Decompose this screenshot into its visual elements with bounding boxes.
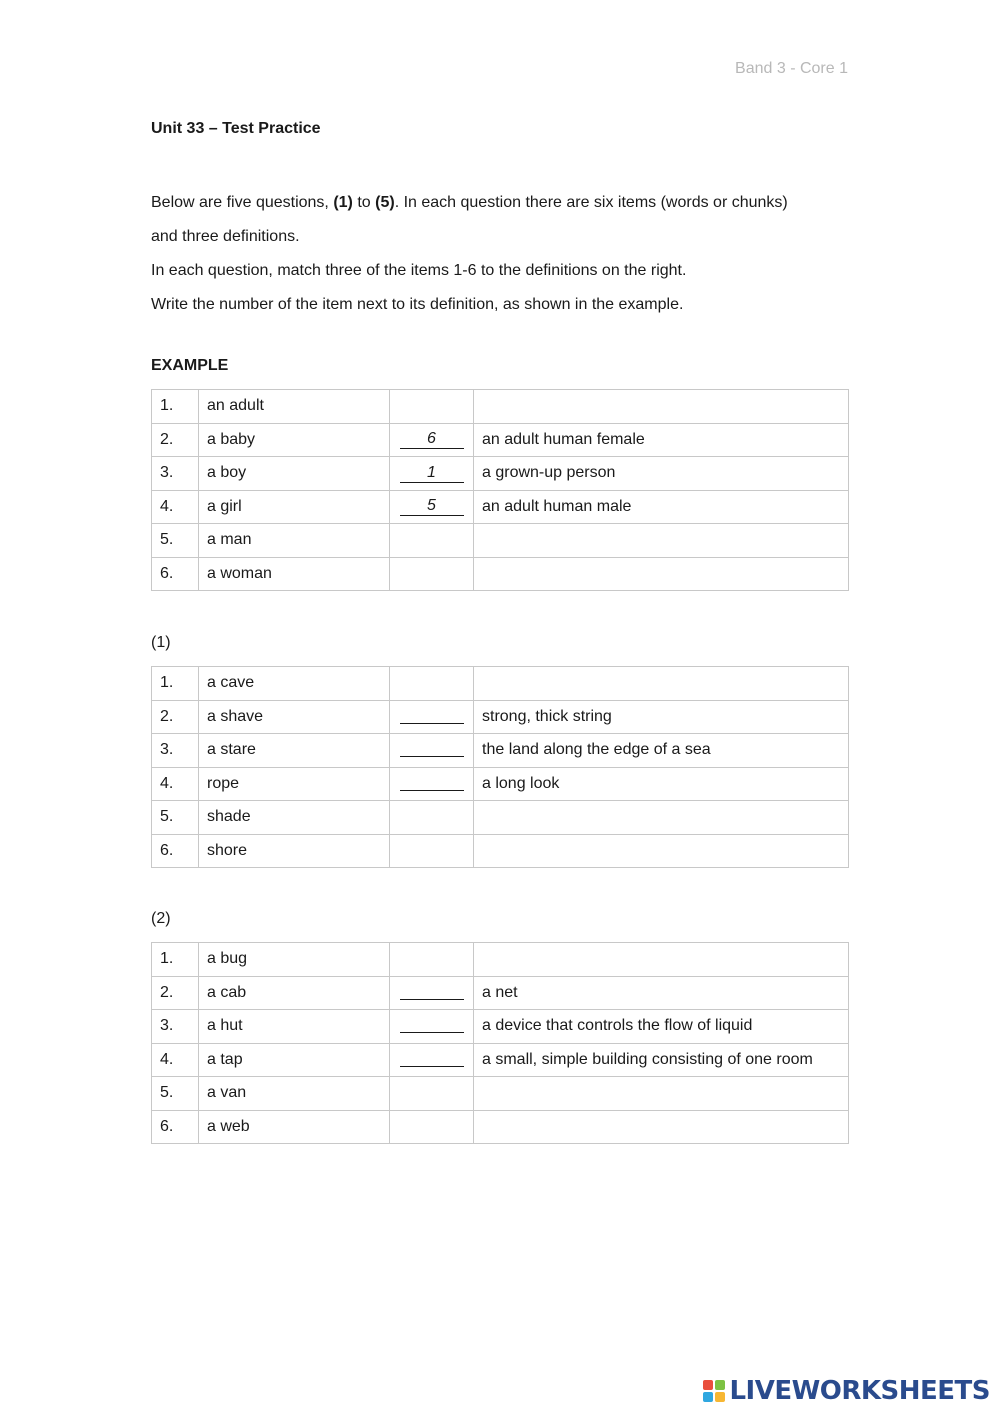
definition: a small, simple building consisting of one room (474, 1043, 849, 1077)
instructions-line-4: Write the number of the item next to its definition, as shown in the example. (151, 296, 684, 313)
instructions-line-3: In each question, match three of the items 1-6 to the definitions on the right. (151, 262, 687, 279)
table-row (152, 457, 849, 491)
table-row (152, 423, 849, 457)
instructions-bold: (5) (375, 194, 395, 211)
item-number: 2. (152, 423, 199, 457)
answer-blank[interactable] (400, 705, 464, 724)
item-number: 4. (152, 767, 199, 801)
answer-cell (390, 1110, 474, 1144)
item-number: 6. (152, 557, 199, 591)
item-number: 3. (152, 457, 199, 491)
table-row (152, 734, 849, 768)
definition: the land along the edge of a sea (474, 734, 849, 768)
item-word: shore (199, 834, 390, 868)
item-number: 5. (152, 1077, 199, 1111)
item-word: a baby (199, 423, 390, 457)
section-label-example: EXAMPLE (151, 357, 229, 374)
definition (474, 524, 849, 558)
table-row (152, 667, 849, 701)
answer-cell (390, 700, 474, 734)
question-1-table (151, 666, 849, 868)
answer-example: 1 (400, 464, 464, 483)
table-row (152, 557, 849, 591)
item-number: 5. (152, 801, 199, 835)
answer-cell (390, 1043, 474, 1077)
definition: a long look (474, 767, 849, 801)
answer-cell (390, 667, 474, 701)
item-word: a woman (199, 557, 390, 591)
definition: an adult human female (474, 423, 849, 457)
table-row (152, 834, 849, 868)
item-number: 2. (152, 976, 199, 1010)
item-number: 6. (152, 834, 199, 868)
logo-icon (703, 1380, 725, 1402)
item-word: a girl (199, 490, 390, 524)
example-table (151, 389, 849, 591)
item-word: a bug (199, 943, 390, 977)
definition (474, 390, 849, 424)
definition: a device that controls the flow of liquid (474, 1010, 849, 1044)
table-row (152, 490, 849, 524)
definition (474, 801, 849, 835)
page-title: Unit 33 – Test Practice (151, 120, 321, 137)
item-number: 3. (152, 1010, 199, 1044)
answer-cell (390, 767, 474, 801)
item-word: rope (199, 767, 390, 801)
item-word: a stare (199, 734, 390, 768)
answer-example: 5 (400, 497, 464, 516)
item-number: 4. (152, 1043, 199, 1077)
definition: strong, thick string (474, 700, 849, 734)
item-number: 2. (152, 700, 199, 734)
definition (474, 1110, 849, 1144)
answer-cell (390, 524, 474, 558)
definition: an adult human male (474, 490, 849, 524)
table-row (152, 700, 849, 734)
table-row (152, 801, 849, 835)
item-word: a cab (199, 976, 390, 1010)
table-row (152, 976, 849, 1010)
answer-blank[interactable] (400, 1014, 464, 1033)
instructions (151, 186, 851, 322)
definition (474, 943, 849, 977)
instructions-text: . In each question there are six items (words or chunks) (394, 194, 788, 211)
answer-blank[interactable] (400, 738, 464, 757)
definition: a grown-up person (474, 457, 849, 491)
instructions-line-2: and three definitions. (151, 228, 300, 245)
item-word: a cave (199, 667, 390, 701)
answer-cell (390, 801, 474, 835)
item-word: a van (199, 1077, 390, 1111)
answer-cell (390, 457, 474, 491)
item-word: a shave (199, 700, 390, 734)
definition (474, 834, 849, 868)
liveworksheets-logo (703, 1377, 990, 1405)
table-row (152, 524, 849, 558)
question-2-table (151, 942, 849, 1144)
answer-example: 6 (400, 430, 464, 449)
instructions-bold: (1) (333, 194, 353, 211)
section-label-2: (2) (151, 910, 171, 927)
item-number: 4. (152, 490, 199, 524)
table-row (152, 1010, 849, 1044)
answer-blank[interactable] (400, 772, 464, 791)
item-word: a boy (199, 457, 390, 491)
item-number: 3. (152, 734, 199, 768)
item-number: 1. (152, 390, 199, 424)
instructions-text: to (352, 194, 376, 211)
item-number: 1. (152, 943, 199, 977)
table-row (152, 767, 849, 801)
band-label: Band 3 - Core 1 (735, 60, 848, 77)
logo-text: LIVEWORKSHEETS (729, 1376, 990, 1406)
answer-cell (390, 557, 474, 591)
table-row (152, 1110, 849, 1144)
answer-cell (390, 390, 474, 424)
answer-cell (390, 834, 474, 868)
item-number: 1. (152, 667, 199, 701)
item-word: a tap (199, 1043, 390, 1077)
item-word: a web (199, 1110, 390, 1144)
answer-cell (390, 1010, 474, 1044)
definition (474, 1077, 849, 1111)
answer-cell (390, 943, 474, 977)
item-word: an adult (199, 390, 390, 424)
answer-blank[interactable] (400, 981, 464, 1000)
item-number: 6. (152, 1110, 199, 1144)
instructions-text: Below are five questions, (151, 194, 334, 211)
table-row (152, 1043, 849, 1077)
definition (474, 667, 849, 701)
answer-cell (390, 490, 474, 524)
definition (474, 557, 849, 591)
item-word: a hut (199, 1010, 390, 1044)
answer-cell (390, 1077, 474, 1111)
section-label-1: (1) (151, 634, 171, 651)
item-word: shade (199, 801, 390, 835)
answer-cell (390, 976, 474, 1010)
answer-blank[interactable] (400, 1048, 464, 1067)
table-row (152, 943, 849, 977)
definition: a net (474, 976, 849, 1010)
item-number: 5. (152, 524, 199, 558)
table-row (152, 390, 849, 424)
item-word: a man (199, 524, 390, 558)
answer-cell (390, 734, 474, 768)
table-row (152, 1077, 849, 1111)
answer-cell (390, 423, 474, 457)
instructions-line-1 (151, 186, 851, 220)
